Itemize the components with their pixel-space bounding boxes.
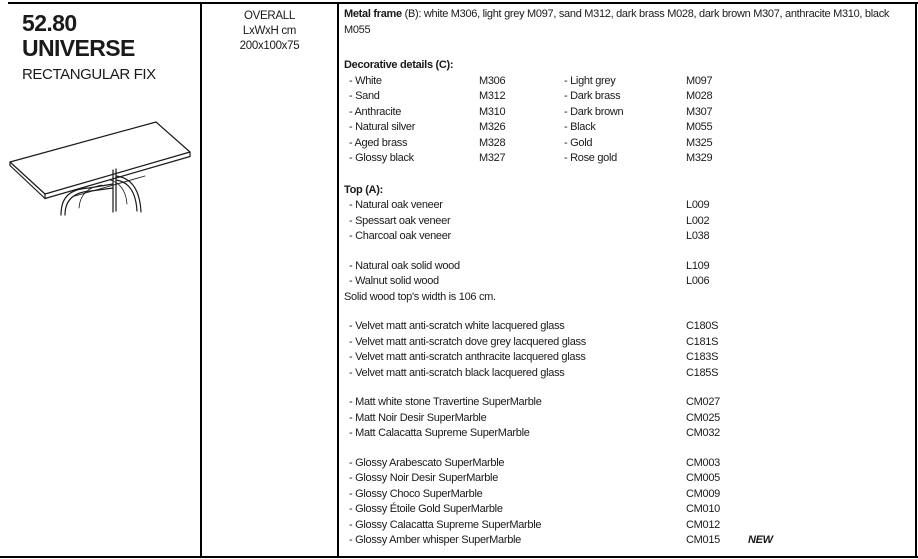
- dimensions-column: [202, 0, 337, 557]
- decorative-details-list: [344, 74, 907, 167]
- option-name: - Velvet matt anti-scratch anthracite lacquered glass: [349, 351, 586, 363]
- option-code: CM015: [686, 534, 720, 546]
- option-code: CM003: [686, 456, 720, 469]
- metal-frame-paragraph: [344, 0, 907, 38]
- top-option-row: [344, 502, 907, 518]
- top-option-row: [344, 411, 907, 427]
- option-code: M310: [479, 105, 506, 118]
- option-code: M097: [686, 74, 713, 87]
- top-heading: Top (A):: [344, 183, 383, 196]
- overall-label: OVERALL: [244, 10, 295, 22]
- option-name: - Black: [564, 121, 596, 133]
- top-option-row: [344, 395, 907, 411]
- option-code: M306: [479, 74, 506, 87]
- option-name: - Natural oak solid wood: [349, 259, 460, 272]
- option-code: CM025: [686, 411, 720, 424]
- top-option-row: [344, 533, 907, 549]
- right-border: [915, 2, 917, 558]
- option-name: - Velvet matt anti-scratch black lacquered glass: [349, 366, 565, 379]
- option-name: - Natural silver: [349, 121, 416, 133]
- product-column: [0, 0, 200, 557]
- option-code: C181S: [686, 335, 719, 348]
- option-name: - Anthracite: [349, 105, 402, 118]
- option-code: M307: [686, 105, 713, 118]
- option-name: - Glossy Choco SuperMarble: [349, 487, 483, 500]
- option-name: - Natural oak veneer: [349, 199, 443, 211]
- top-option-row: [344, 214, 907, 230]
- option-code: CM010: [686, 503, 720, 515]
- option-code: C183S: [686, 351, 719, 363]
- top-option-row: [344, 229, 907, 245]
- overall-value: 200x100x75: [239, 40, 300, 52]
- option-code: M327: [479, 152, 506, 164]
- option-name: - Rose gold: [564, 152, 617, 164]
- option-name: - Glossy Amber whisper SuperMarble: [349, 534, 521, 546]
- option-name: - Dark brass: [564, 90, 621, 102]
- option-name: - Spessart oak veneer: [349, 214, 451, 227]
- option-code: CM012: [686, 518, 720, 531]
- option-name: - Aged brass: [349, 136, 408, 149]
- option-code: CM009: [686, 487, 720, 500]
- option-name: - White: [349, 74, 382, 87]
- option-code: M312: [479, 90, 506, 102]
- top-option-row: [344, 456, 907, 472]
- option-name: - Glossy black: [349, 152, 414, 164]
- option-name: - Light grey: [564, 74, 616, 87]
- decorative-option-row: [344, 136, 907, 152]
- top-option-row: [344, 426, 907, 442]
- top-options-list: [344, 198, 907, 549]
- option-name: - Glossy Étoile Gold SuperMarble: [349, 503, 503, 515]
- top-option-row: [344, 198, 907, 214]
- option-name: - Charcoal oak veneer: [349, 230, 451, 242]
- option-code: M028: [686, 90, 713, 102]
- decorative-details-heading: Decorative details (C):: [344, 59, 454, 71]
- option-code: M325: [686, 136, 713, 149]
- metal-frame-options: (B): white M306, light grey M097, sand M312, dark brass M028, dark brown M307, anthracite M310, black M055: [344, 8, 890, 36]
- option-code: L006: [686, 275, 710, 287]
- option-code: M326: [479, 121, 506, 133]
- option-name: - Gold: [564, 136, 593, 149]
- decorative-option-row: [344, 120, 907, 136]
- option-code: M055: [686, 121, 713, 133]
- option-name: - Velvet matt anti-scratch white lacquered glass: [349, 320, 565, 332]
- option-code: L002: [686, 214, 710, 227]
- top-option-row: [344, 471, 907, 487]
- option-code: [681, 290, 743, 306]
- top-option-row: [344, 366, 907, 382]
- top-option-row: [344, 518, 907, 534]
- decorative-option-row: [344, 74, 907, 90]
- product-code: 52.80: [22, 10, 77, 36]
- option-name: - Walnut solid wood: [349, 275, 439, 287]
- top-option-row: [344, 487, 907, 503]
- product-block: [0, 0, 200, 84]
- top-option-row: [344, 335, 907, 351]
- option-code: CM027: [686, 396, 720, 408]
- product-variant: RECTANGULAR FIX: [22, 66, 156, 83]
- product-name: UNIVERSE: [22, 35, 135, 61]
- option-name: Solid wood top's width is 106 cm.: [344, 290, 496, 303]
- option-code: C185S: [686, 366, 719, 379]
- decorative-option-row: [344, 105, 907, 121]
- new-badge: NEW: [748, 534, 773, 546]
- table-line-drawing: [5, 112, 200, 224]
- top-option-row: [344, 290, 907, 306]
- option-code: M328: [479, 136, 506, 149]
- option-name: - Matt white stone Travertine SuperMarble: [349, 396, 542, 408]
- option-name: - Dark brown: [564, 105, 624, 118]
- decorative-option-row: [344, 151, 907, 167]
- option-code: L038: [686, 230, 710, 242]
- option-code: L109: [686, 259, 710, 272]
- decorative-option-row: [344, 89, 907, 105]
- top-option-row: [344, 350, 907, 366]
- option-code: CM032: [686, 427, 720, 439]
- top-option-row: [344, 259, 907, 275]
- option-name: - Glossy Noir Desir SuperMarble: [349, 472, 499, 484]
- overall-unit: LxWxH cm: [242, 25, 297, 37]
- option-code: M329: [686, 152, 713, 164]
- option-name: - Matt Calacatta Supreme SuperMarble: [349, 427, 530, 439]
- top-option-row: [344, 319, 907, 335]
- option-code: L009: [686, 199, 710, 211]
- option-name: - Glossy Calacatta Supreme SuperMarble: [349, 518, 542, 531]
- option-name: - Sand: [349, 90, 380, 102]
- top-option-row: [344, 274, 907, 290]
- option-code: CM005: [686, 472, 720, 484]
- metal-frame-label: Metal frame: [344, 8, 402, 20]
- option-name: - Matt Noir Desir SuperMarble: [349, 411, 487, 424]
- option-name: - Velvet matt anti-scratch dove grey lacquered glass: [349, 335, 586, 348]
- specs-column: [338, 0, 915, 557]
- option-code: C180S: [686, 320, 719, 332]
- option-name: - Glossy Arabescato SuperMarble: [349, 456, 505, 469]
